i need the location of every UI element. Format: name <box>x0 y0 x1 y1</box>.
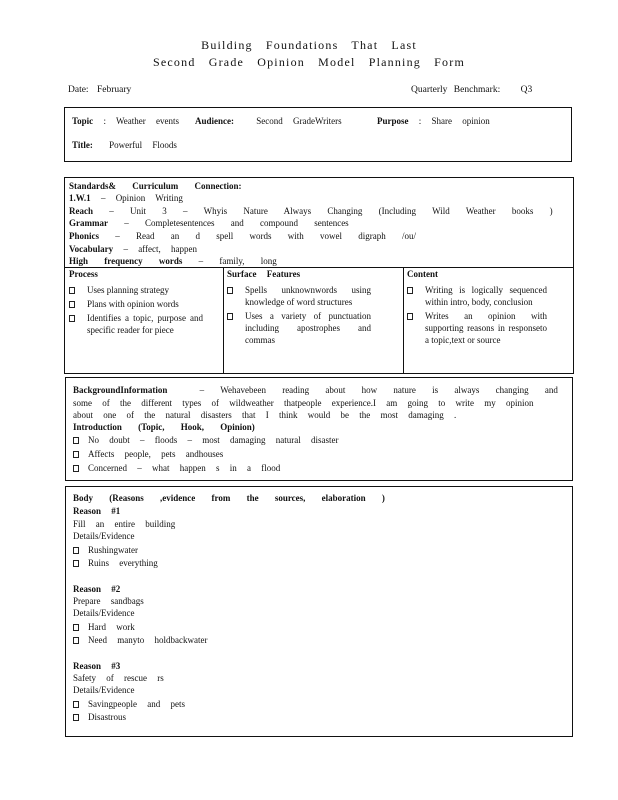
standard-reach <box>69 205 553 217</box>
reason-2-text: Prepare sandbags <box>73 596 144 606</box>
background-line-3: about one of the natural disasters that I think would be the most damaging . <box>73 410 457 420</box>
audience-value: Second GradeWriters <box>256 116 342 126</box>
topic-label: Topic <box>72 116 94 126</box>
standard-high-frequency <box>69 255 277 267</box>
surface-heading: Surface Features <box>227 269 301 279</box>
date-label: Date: <box>68 85 89 95</box>
list-item: Ruins everything <box>73 557 158 569</box>
reason-1-text: Fill an entire building <box>73 519 176 529</box>
standard-hf-value: – family, long <box>198 256 277 266</box>
checkbox-icon <box>73 701 79 708</box>
content-list <box>407 284 547 348</box>
reason-1-details-label: Details/Evidence <box>73 531 135 541</box>
standards-box <box>64 177 574 374</box>
standard-w <box>69 192 183 204</box>
list-item: Identifies a topic, purpose and specific reader for piece <box>69 312 203 336</box>
date-value: February <box>96 85 132 95</box>
background-heading: BackgroundInformation <box>73 385 168 395</box>
standards-heading: Standards& Curriculum Connection: <box>69 181 242 191</box>
background-text-1: – Wehavebeen reading about how nature is always changing and <box>199 385 558 395</box>
standard-vocabulary-label: Vocabulary <box>69 244 114 254</box>
standard-w-label: 1.W.1 <box>69 193 91 203</box>
list-item: Affects people, pets andhouses <box>73 448 223 460</box>
title-label: Title: <box>72 140 93 150</box>
surface-features-column <box>223 268 404 373</box>
skills-table <box>65 267 573 373</box>
standard-vocabulary-value: – affect, happen <box>123 244 197 254</box>
page-subtitle: Second Grade Opinion Model Planning Form <box>153 55 465 69</box>
list-item: Plans with opinion words <box>69 298 203 310</box>
date-field <box>68 85 131 95</box>
standard-phonics-value: – Read an d spell words with vowel digraph /ou/ <box>115 231 416 241</box>
checkbox-icon <box>69 301 75 308</box>
checkbox-icon <box>407 313 413 320</box>
standard-vocabulary <box>69 243 197 255</box>
topic-value: : Weather events <box>103 116 180 126</box>
title-value: Powerful Floods <box>109 140 177 150</box>
body-heading: Body (Reasons ,evidence from the sources, elaboration ) <box>73 493 385 503</box>
list-item: Savingpeople and pets <box>73 698 185 710</box>
checkbox-icon <box>407 287 413 294</box>
topic-row <box>72 115 179 127</box>
list-item: Writing is logically sequenced within intro, body, conclusion <box>407 284 547 308</box>
list-item: Concerned – what happen s in a flood <box>73 462 280 474</box>
purpose-value: : Share opinion <box>418 116 490 126</box>
purpose-label: Purpose <box>377 116 409 126</box>
list-item: Rushingwater <box>73 544 138 556</box>
reason-3-text: Safety of rescue rs <box>73 673 164 683</box>
benchmark-field <box>411 85 532 95</box>
title-row <box>72 139 177 151</box>
list-item: Uses planning strategy <box>69 284 203 296</box>
standard-grammar <box>69 217 349 229</box>
list-item: Need manyto holdbackwater <box>73 634 207 646</box>
list-item: Spells unknownwords using knowledge of word structures <box>227 284 371 308</box>
standard-phonics <box>69 230 416 242</box>
checkbox-icon <box>73 560 79 567</box>
purpose-row <box>377 115 490 127</box>
checkbox-icon <box>73 624 79 631</box>
list-item: Disastrous <box>73 711 126 723</box>
content-heading: Content <box>407 269 438 279</box>
standard-grammar-value: – Completesentences and compound sentences <box>124 218 349 228</box>
standard-w-value: – Opinion Writing <box>100 193 183 203</box>
content-column <box>403 268 573 373</box>
process-column <box>65 268 224 373</box>
checkbox-icon <box>73 451 79 458</box>
reason-3-label: Reason #3 <box>73 661 121 671</box>
audience-row <box>195 115 342 127</box>
reason-2-label: Reason #2 <box>73 584 121 594</box>
list-item: Uses a variety of punctuation including apostrophes and commas <box>227 310 371 346</box>
checkbox-icon <box>69 315 75 322</box>
process-heading: Process <box>69 269 98 279</box>
checkbox-icon <box>227 313 233 320</box>
background-line-2: some of the different types of wildweather thatpeople experience.I am going to write my opinion <box>73 398 534 408</box>
list-item: Hard work <box>73 621 135 633</box>
standard-hf-label: High frequency words <box>69 256 183 266</box>
page-title: Building Foundations That Last <box>201 38 417 52</box>
checkbox-icon <box>73 437 79 444</box>
audience-label: Audience: <box>195 116 234 126</box>
list-item: No doubt – floods – most damaging natural disaster <box>73 434 338 446</box>
reason-1-label: Reason #1 <box>73 506 121 516</box>
topic-box <box>64 107 572 162</box>
checkbox-icon <box>227 287 233 294</box>
checkbox-icon <box>73 714 79 721</box>
standard-phonics-label: Phonics <box>69 231 100 241</box>
checkbox-icon <box>73 637 79 644</box>
standard-reach-value: – Unit 3 – Whyis Nature Always Changing (Including Wild Weather books ) <box>109 206 553 216</box>
introduction-heading: Introduction (Topic, Hook, Opinion) <box>73 422 255 432</box>
standard-reach-label: Reach <box>69 206 93 216</box>
process-list <box>69 284 203 338</box>
checkbox-icon <box>73 465 79 472</box>
standard-grammar-label: Grammar <box>69 218 108 228</box>
body-box <box>65 486 573 737</box>
benchmark-label: Quarterly Benchmark: <box>411 85 501 95</box>
background-line-1 <box>73 384 558 396</box>
reason-2-details-label: Details/Evidence <box>73 608 135 618</box>
surface-list <box>227 284 371 348</box>
reason-3-details-label: Details/Evidence <box>73 685 135 695</box>
checkbox-icon <box>69 287 75 294</box>
benchmark-value: Q3 <box>520 85 533 95</box>
checkbox-icon <box>73 547 79 554</box>
list-item: Writes an opinion with supporting reasons in responseto a topic,text or source <box>407 310 547 346</box>
background-box <box>65 377 573 481</box>
